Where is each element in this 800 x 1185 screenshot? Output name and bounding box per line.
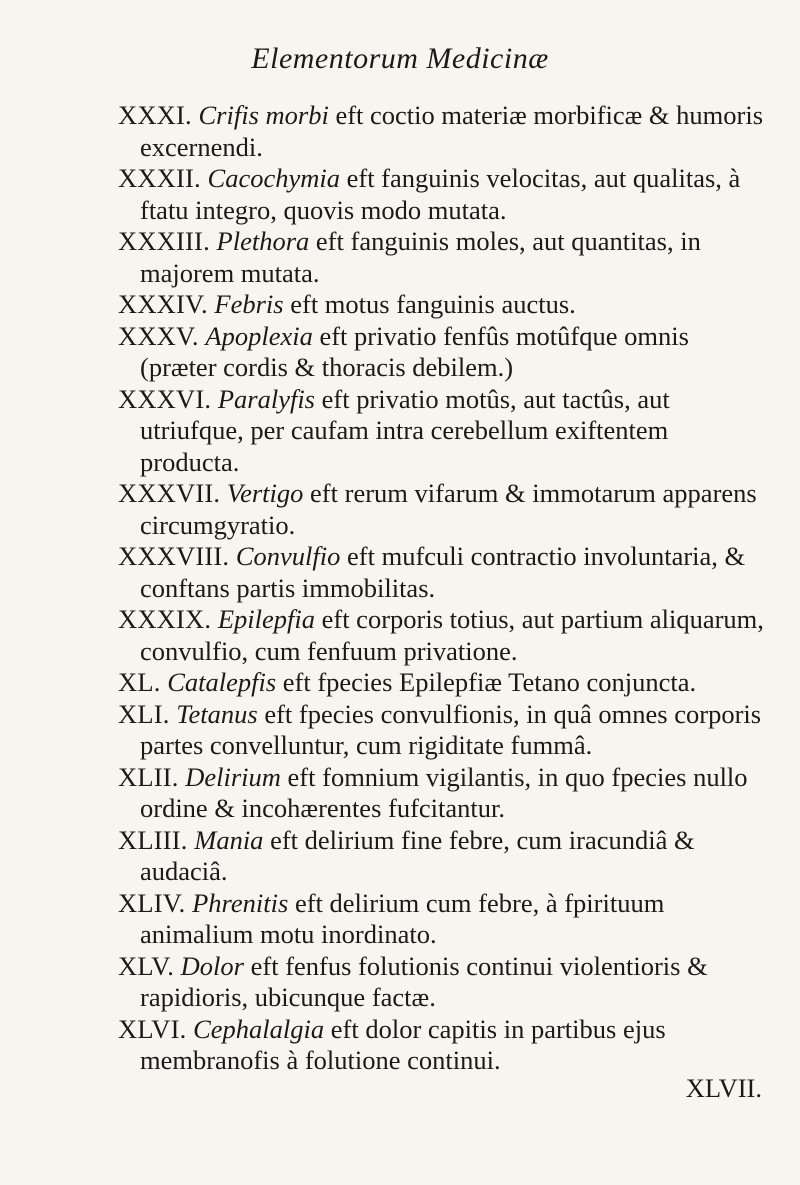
entry-term: Apoplexia (205, 320, 313, 351)
entry-text: eft coctio materiæ morbificæ & humoris excernendi. (140, 100, 764, 162)
entry-term: Cephalalgia (193, 1013, 325, 1044)
entry-number: XXXIV. (118, 289, 208, 319)
definition-entry (118, 226, 768, 289)
entry-number: XLVI. (118, 1013, 187, 1044)
entry-text: eft fpecies convulfionis, in quâ omnes corporis partes convelluntur, cum rigiditate fummâ. (140, 698, 762, 760)
entry-term: Paralyfis (217, 383, 315, 414)
entry-term: Crifis morbi (198, 100, 329, 130)
entry-term: Dolor (180, 950, 244, 981)
definition-entry (118, 699, 768, 762)
definition-entry (118, 604, 768, 667)
entry-text: eft corporis totius, aut partium aliquarum, convulfio, cum fenfuum privatione. (140, 604, 764, 666)
entry-term: Delirium (185, 761, 281, 792)
catchword: XLVII. (685, 1073, 762, 1103)
entry-text: eft fenfus folutionis continui violentioris & rapidioris, ubicunque factæ. (140, 950, 708, 1012)
definition-entry (118, 888, 768, 951)
definition-entry (118, 541, 768, 604)
entry-text: eft dolor capitis in partibus ejus membranofis à folutione continui. (140, 1013, 666, 1075)
entry-number: XXXVII. (118, 478, 221, 508)
entry-text: eft delirium cum febre, à fpirituum animalium motu inordinato. (140, 887, 665, 949)
entry-term: Vertigo (226, 478, 304, 508)
definition-entry (118, 163, 768, 226)
definition-entry (118, 762, 768, 825)
definition-entry (118, 384, 768, 479)
entry-number: XXXIII. (118, 226, 210, 256)
definition-entry (118, 289, 768, 321)
definition-entry (118, 1014, 768, 1077)
entry-text: eft fomnium vigilantis, in quo fpecies nullo ordine & incohærentes fufcitantur. (140, 761, 748, 823)
definition-entry (118, 321, 768, 384)
entry-term: Plethora (216, 226, 310, 256)
entry-text: eft privatio motûs, aut tactûs, aut utriufque, per caufam intra cerebellum exiftentem producta. (140, 383, 670, 477)
entry-text: eft fanguinis velocitas, aut qualitas, à ftatu integro, quovis modo mutata. (140, 163, 741, 225)
entry-number: XXXVIII. (118, 541, 230, 571)
entry-text: eft motus fanguinis auctus. (283, 289, 576, 319)
definition-entry (118, 951, 768, 1014)
definition-entry (118, 667, 768, 699)
definitions-list (118, 100, 768, 1077)
entry-number: XLI. (118, 698, 170, 729)
entry-term: Cacochymia (207, 163, 340, 193)
definition-entry (118, 478, 768, 541)
entry-number: XXXV. (118, 320, 199, 351)
entry-term: Convulfio (235, 541, 341, 571)
entry-text: eft mufculi contractio involuntaria, & conftans partis immobilitas. (140, 541, 746, 603)
definition-entry (118, 825, 768, 888)
entry-number: XXXI. (118, 100, 192, 130)
entry-term: Mania (194, 824, 264, 855)
entry-term: Febris (214, 289, 284, 319)
entry-text: eft privatio fenfûs motûfque omnis (præter cordis & thoracis debilem.) (140, 320, 689, 382)
entry-term: Phrenitis (192, 887, 289, 918)
entry-number: XXXVI. (118, 383, 212, 414)
running-head: Elementorum Medicinæ (251, 42, 549, 75)
entry-number: XXXII. (118, 163, 201, 193)
definition-entry (118, 100, 768, 163)
entry-term: Epilepfia (217, 604, 315, 634)
entry-number: XLV. (118, 950, 175, 981)
entry-text: eft rerum vifarum & immotarum apparens circumgyratio. (140, 478, 757, 540)
entry-number: XXXIX. (118, 604, 212, 634)
entry-number: XLII. (118, 761, 179, 792)
entry-text: eft delirium fine febre, cum iracundiâ & audaciâ. (140, 824, 695, 886)
entry-text: eft fanguinis moles, aut quantitas, in majorem mutata. (140, 226, 701, 288)
entry-term: Catalepfis (167, 667, 277, 697)
entry-number: XLIII. (118, 824, 188, 855)
entry-term: Tetanus (176, 698, 258, 729)
entry-number: XL. (118, 667, 161, 697)
entry-number: XLIV. (118, 887, 186, 918)
entry-text: eft fpecies Epilepfiæ Tetano conjuncta. (276, 667, 697, 697)
